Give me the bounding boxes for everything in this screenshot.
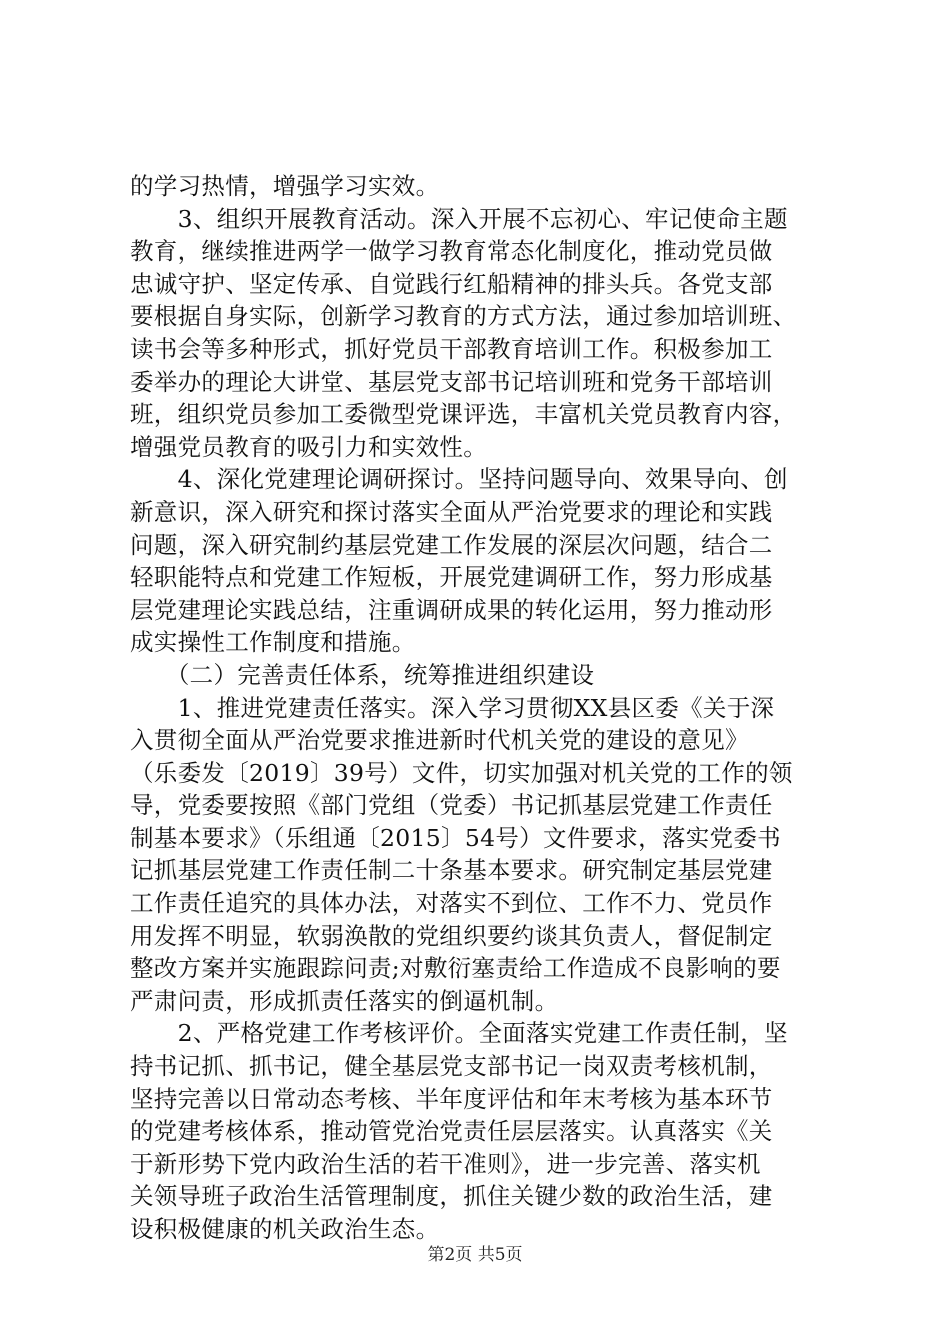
text-line: 导，党委要按照《部门党组（党委）书记抓基层党建工作责任 (130, 791, 773, 820)
text-line: 读书会等多种形式，抓好党员干部教育培训工作。积极参加工 (130, 334, 773, 363)
text-line: 要根据自身实际，创新学习教育的方式方法，通过参加培训班、 (130, 302, 797, 331)
text-line: 3、组织开展教育活动。深入开展不忘初心、牢记使命主题 (130, 204, 788, 233)
text-line: 4、深化党建理论调研探讨。坚持问题导向、效果导向、创 (130, 465, 788, 494)
text-line: 记抓基层党建工作责任制二十条基本要求。研究制定基层党建 (130, 856, 773, 885)
text-line: 设积极健康的机关政治生态。 (130, 1215, 440, 1243)
text-line: 工作责任追究的具体办法，对落实不到位、工作不力、党员作 (130, 889, 773, 918)
text-line: 持书记抓、抓书记，健全基层党支部书记一岗双责考核机制， (130, 1052, 773, 1081)
text-line: 班，组织党员参加工委微型党课评选，丰富机关党员教育内容， (130, 400, 797, 429)
text-line: 入贯彻全面从严治党要求推进新时代机关党的建设的意见》 (130, 726, 749, 755)
text-line: 忠诚守护、坚定传承、自觉践行红船精神的排头兵。各党支部 (130, 269, 773, 298)
text-line: 整改方案并实施跟踪问责;对敷衍塞责给工作造成不良影响的要 (130, 954, 781, 983)
text-line: 关领导班子政治生活管理制度，抓住关键少数的政治生活，建 (130, 1182, 773, 1211)
text-line: 制基本要求》（乐组通〔2015〕54号）文件要求，落实党委书 (130, 823, 781, 852)
text-line: 1、推进党建责任落实。深入学习贯彻XX县区委《关于深 (130, 693, 775, 722)
text-line: 委举办的理论大讲堂、基层党支部书记培训班和党务干部培训 (130, 367, 773, 396)
text-line: 的党建考核体系，推动管党治党责任层层落实。认真落实《关 (130, 1117, 773, 1146)
text-line: 问题，深入研究制约基层党建工作发展的深层次问题，结合二 (130, 530, 773, 559)
text-line: 成实操性工作制度和措施。 (130, 628, 416, 657)
text-line: 坚持完善以日常动态考核、半年度评估和年末考核为基本环节 (130, 1084, 773, 1113)
text-line: 严肃问责，形成抓责任落实的倒逼机制。 (130, 986, 559, 1015)
page-footer: 第2页 共5页 (427, 1245, 523, 1265)
text-line: 层党建理论实践总结，注重调研成果的转化运用，努力推动形 (130, 595, 773, 624)
document-body (130, 170, 830, 1246)
text-line: 增强党员教育的吸引力和实效性。 (130, 432, 487, 461)
text-line: 于新形势下党内政治生活的若干准则》，进一步完善、落实机 (130, 1149, 761, 1178)
text-line: 2、严格党建工作考核评价。全面落实党建工作责任制，坚 (130, 1019, 788, 1048)
text-line: 教育，继续推进两学一做学习教育常态化制度化，推动党员做 (130, 237, 773, 266)
text-line: （乐委发〔2019〕39号）文件，切实加强对机关党的工作的领 (130, 758, 793, 787)
text-line: 新意识，深入研究和探讨落实全面从严治党要求的理论和实践 (130, 497, 773, 526)
text-line: （二）完善责任体系，统筹推进组织建设 (130, 660, 595, 689)
text-line: 用发挥不明显，软弱涣散的党组织要约谈其负责人，督促制定 (130, 921, 773, 950)
text-line: 的学习热情，增强学习实效。 (130, 172, 440, 200)
text-line: 轻职能特点和党建工作短板，开展党建调研工作，努力形成基 (130, 563, 773, 592)
